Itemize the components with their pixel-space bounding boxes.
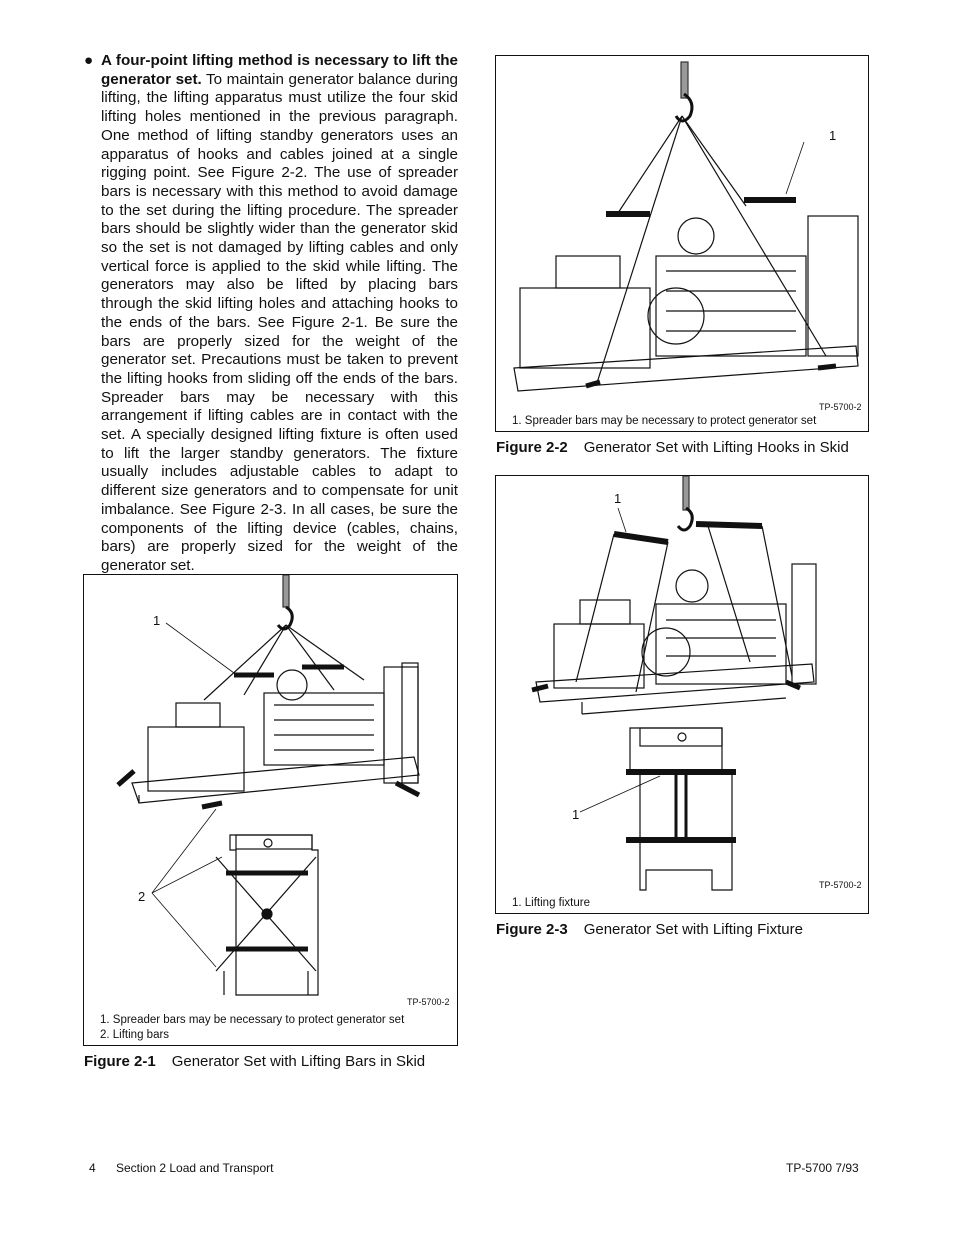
paragraph-text: To maintain generator balance during lifting, the lifting apparatus must utilize the four skid lifting holes mentioned in the previous paragraph. One method of lifting standby generators uses an apparatus of hooks and cables joined at a single rigging point. See Figure 2-2. The use of spreader bars is necessary with this method to avoid damage to the set during the lifting procedure. The spreader bars should be slightly wider than the generator skid so the set is not damaged by lifting cables and only vertical force is applied to the skid while lifting. The generators may also be lifted by placing bars through the skid lifting holes and attaching hooks to the ends of the bars. See Figure 2-1. Be sure the bars are properly sized for the weight of the generator set. Precautions must be taken to prevent the lifting hooks from sliding off the ends of the bars. Spreader bars may be necessary with this arrangement if lifting cables are in contact with the set. A specially designed lifting fixture is often used to lift the larger standby generators. The fixture usually includes adjustable cables to adapt to different size generators and to compensate for unit imbalance. See Figure 2-3. In all cases, be sure the components of the lifting device (cables, chains, bars) are properly sized for the weight of the generator set.	[101, 70, 458, 574]
figure-2-3-illustration	[496, 476, 868, 913]
figure-legend	[512, 896, 590, 911]
footer-doc-id: TP-5700 7/93	[786, 1161, 859, 1175]
callout-1: 1	[153, 613, 161, 628]
figure-2-3	[495, 475, 869, 914]
drawing-id: TP-5700-2	[819, 402, 862, 412]
figure-legend	[512, 414, 816, 429]
paragraph-body	[101, 52, 458, 576]
figure-2-1-illustration	[84, 575, 457, 1045]
caption-title: Generator Set with Lifting Bars in Skid	[171, 1053, 426, 1070]
figure-2-1	[83, 574, 458, 1046]
callout-1-top: 1	[614, 491, 622, 506]
caption-title: Generator Set with Lifting Hooks in Skid	[583, 439, 849, 456]
bullet-paragraph	[84, 52, 458, 576]
figure-2-2-illustration	[496, 56, 868, 431]
figure-2-2	[495, 55, 869, 432]
bullet-dot: ●	[84, 52, 94, 69]
figure-2-3-caption	[496, 921, 803, 938]
legend-item-1: 1. Lifting fixture	[512, 897, 590, 909]
lead-sentence: A four-point lifting method is necessary to lift the generator set.	[101, 52, 458, 88]
callout-2: 2	[138, 889, 146, 904]
caption-label: Figure 2-3	[496, 921, 568, 938]
callout-1-bottom: 1	[572, 807, 580, 822]
caption-label: Figure 2-2	[496, 439, 568, 456]
caption-title: Generator Set with Lifting Fixture	[583, 921, 803, 938]
legend-item-2: 2. Lifting bars	[100, 1029, 170, 1041]
callout-1: 1	[829, 128, 837, 143]
drawing-id: TP-5700-2	[407, 997, 450, 1007]
legend-item-1: 1. Spreader bars may be necessary to protect generator set	[512, 415, 817, 427]
figure-2-1-caption	[84, 1053, 425, 1070]
drawing-id: TP-5700-2	[819, 880, 862, 890]
footer-section: Section 2 Load and Transport	[116, 1161, 274, 1175]
legend-item-1: 1. Spreader bars may be necessary to protect generator set	[100, 1014, 405, 1026]
page-number: 4	[89, 1161, 96, 1175]
caption-label: Figure 2-1	[84, 1053, 156, 1070]
figure-legend	[100, 1013, 404, 1043]
figure-2-2-caption	[496, 439, 849, 456]
